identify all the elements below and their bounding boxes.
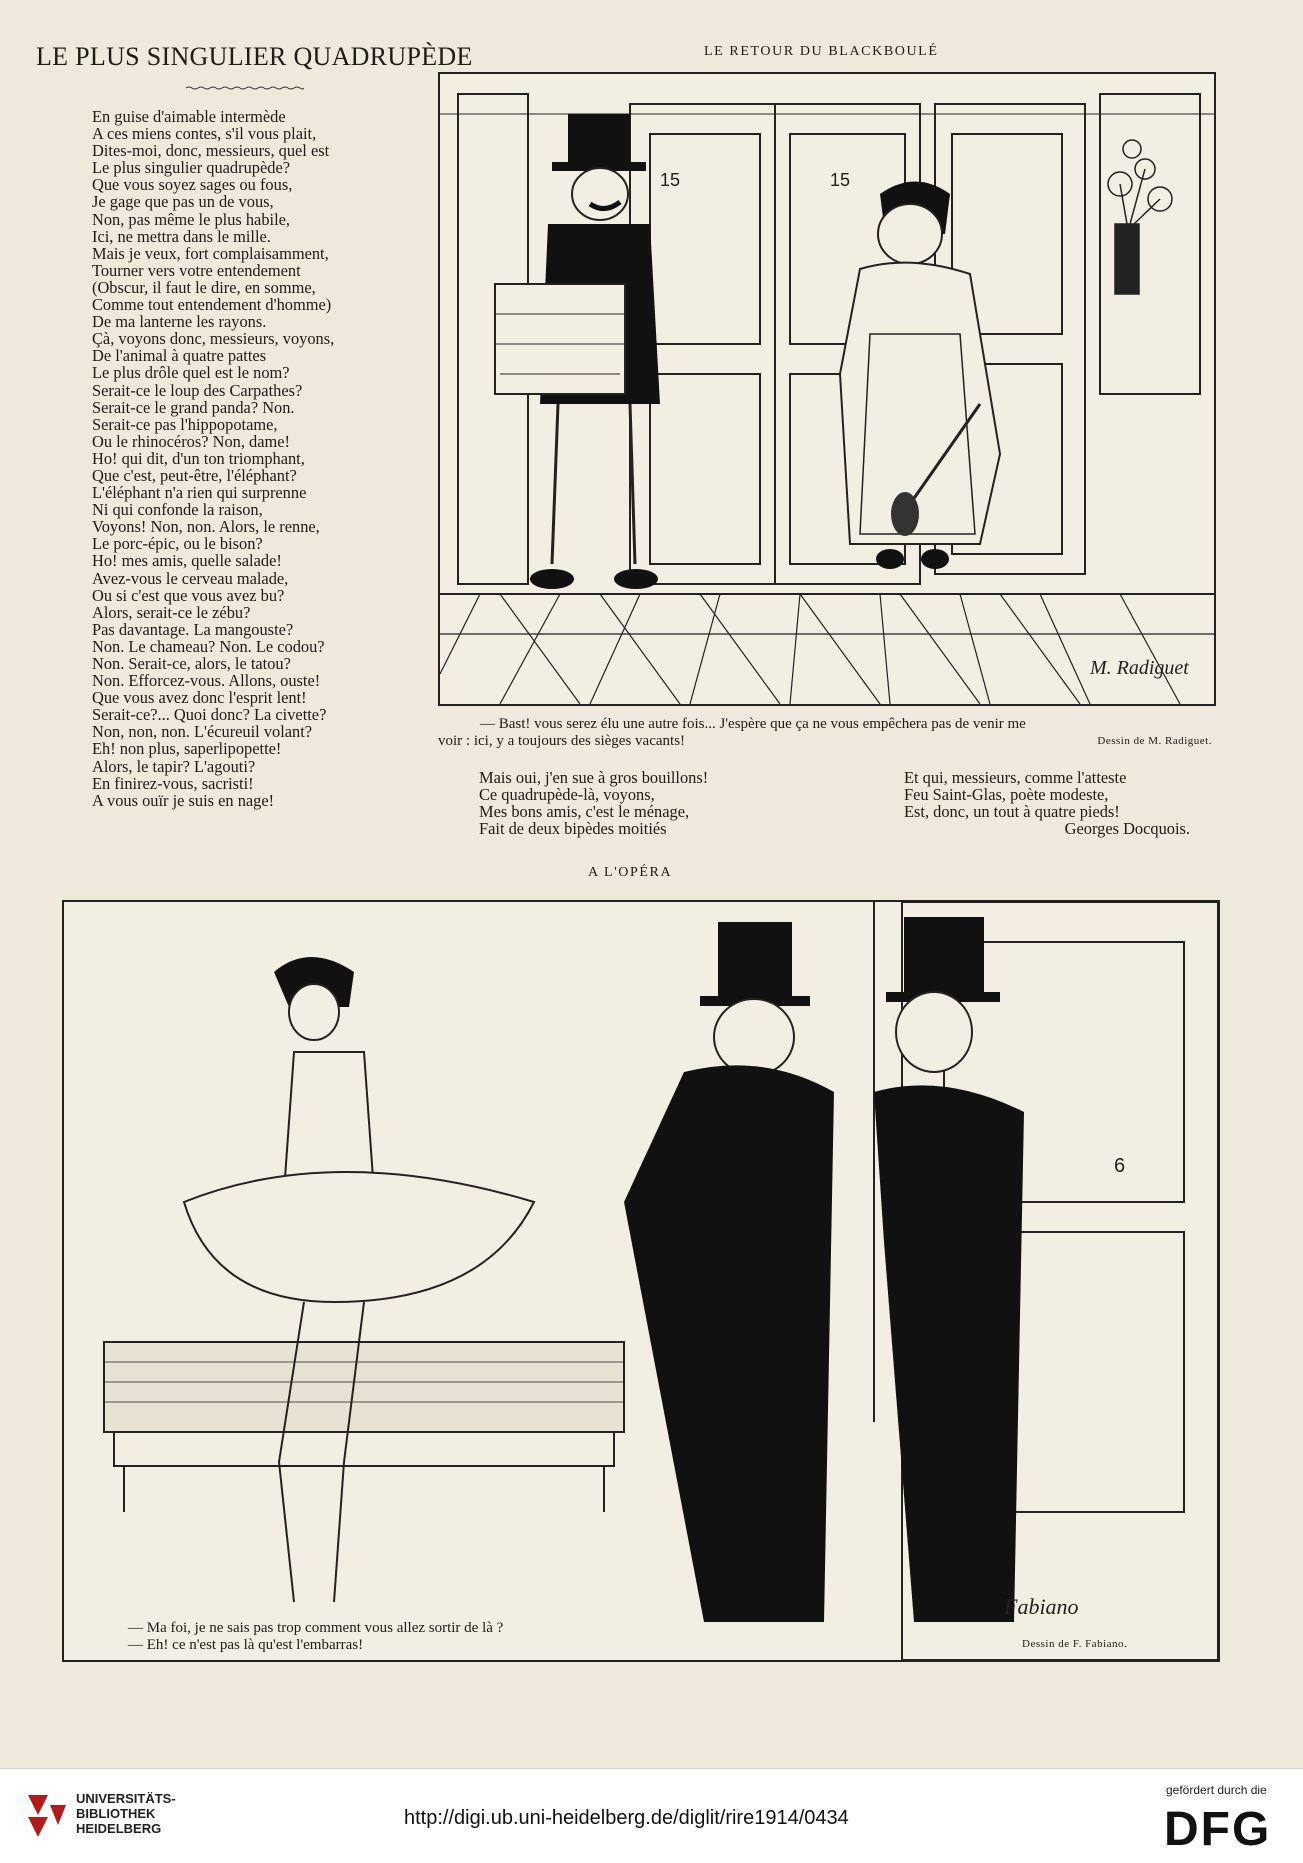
library-line3: HEIDELBERG — [76, 1821, 162, 1836]
credit-radiguet: Dessin de M. Radiguet. — [1097, 735, 1212, 747]
permalink-url[interactable]: http://digi.ub.uni-heidelberg.de/diglit/rire1914/0434 — [404, 1807, 849, 1829]
viewer-footer — [0, 1768, 1303, 1863]
poem-line: Serait-ce pas l'hippopotame, — [92, 414, 278, 434]
poem-line: Le plus drôle quel est le nom? — [92, 363, 290, 383]
poem-line: Serait-ce?... Quoi donc? La civette? — [92, 705, 327, 725]
dfg-logo-text: DFG — [1164, 1803, 1272, 1851]
poem-line: Comme tout entendement d'homme) — [92, 295, 332, 315]
stanza-mid-line: Mes bons amis, c'est le ménage, — [479, 802, 690, 822]
poem-line: Ici, ne mettra dans le mille. — [92, 226, 271, 246]
poem-line: Alors, serait-ce le zébu? — [92, 602, 251, 622]
ballerina-figure — [184, 957, 534, 1602]
cartoon-title: LE RETOUR DU BLACKBOULÉ — [704, 44, 939, 59]
poem-line: A vous ouïr je suis en nage! — [92, 790, 275, 810]
poem-column — [92, 108, 422, 809]
funding-label: gefördert durch die — [1166, 1783, 1267, 1797]
poem-title: LE PLUS SINGULIER QUADRUPÈDE — [36, 42, 473, 71]
poem-line: Eh! non plus, saperlipopette! — [92, 739, 282, 759]
credit-fabiano: Dessin de F. Fabiano. — [1022, 1638, 1128, 1650]
poem-line: Dites-moi, donc, messieurs, quel est — [92, 141, 330, 161]
poem-line: Le porc-épic, ou le bison? — [92, 534, 263, 554]
artist-signature-fabiano: Fabiano — [1004, 1594, 1079, 1619]
poem-line: Tourner vers votre entendement — [92, 260, 301, 280]
dfg-logo-icon — [1162, 1801, 1282, 1851]
poem-stanza-right — [904, 769, 1190, 837]
caption1-line2: voir : ici, y a toujours des sièges vacants! — [438, 733, 686, 749]
opera-title: A L'OPÉRA — [588, 865, 673, 880]
poem-line: Pas davantage. La mangouste? — [92, 619, 294, 639]
poem-line: Non, pas même le plus habile, — [92, 209, 291, 229]
poem-line: Que vous avez donc l'esprit lent! — [92, 688, 307, 708]
poem-line: Non. Serait-ce, alors, le tatou? — [92, 654, 291, 673]
concierge-figure — [840, 182, 1000, 570]
library-line1: UNIVERSITÄTS- — [76, 1791, 176, 1806]
title-ornament — [186, 86, 304, 90]
university-library-name — [76, 1791, 176, 1836]
poem-line: Ho! mes amis, quelle salade! — [92, 551, 282, 571]
poem-line: Je gage que pas un de vous, — [92, 192, 274, 212]
flower-vase — [1108, 140, 1172, 294]
poem-stanza-middle — [479, 769, 708, 837]
poem-line: Serait-ce le loup des Carpathes? — [92, 380, 303, 400]
library-line2: BIBLIOTHEK — [76, 1806, 156, 1821]
poem-line: Ni qui confonde la raison, — [92, 500, 263, 520]
stanza-right-lines — [904, 769, 1190, 820]
door-number-right: 15 — [830, 170, 851, 190]
politician-figure — [495, 114, 660, 589]
cartoon2-caption — [128, 1620, 503, 1654]
caption2-line1: — Ma foi, je ne sais pas trop comment vous allez sortir de là ? — [128, 1620, 504, 1636]
door-number-left: 15 — [660, 170, 681, 190]
stanza-mid-line: Fait de deux bipèdes moitiés — [479, 819, 667, 839]
cartoon-opera — [62, 900, 1220, 1662]
artist-signature-radiguet: M. Radiguet — [1090, 657, 1189, 679]
poem-line: Que vous soyez sages ou fous, — [92, 175, 293, 195]
poem-line: Ou le rhinocéros? Non, dame! — [92, 431, 290, 451]
poem-line: Serait-ce le grand panda? Non. — [92, 397, 295, 417]
poem-line: Non. Le chameau? Non. Le codou? — [92, 636, 325, 656]
poem-line: Mais je veux, fort complaisamment, — [92, 243, 329, 263]
stanza-right-line: Et qui, messieurs, comme l'atteste — [904, 768, 1127, 787]
poem-line: Non. Efforcez-vous. Allons, ouste! — [92, 671, 321, 691]
poem-line: De ma lanterne les rayons. — [92, 312, 267, 332]
poem-line: Le plus singulier quadrupède? — [92, 158, 290, 178]
poem-line: Voyons! Non, non. Alors, le renne, — [92, 517, 320, 537]
poem-line: Ho! qui dit, d'un ton triomphant, — [92, 448, 305, 468]
stanza-mid-line: Mais oui, j'en sue à gros bouillons! — [479, 768, 709, 787]
poem-line: Non, non, non. L'écureuil volant? — [92, 722, 313, 742]
university-library-logo-icon — [24, 1791, 70, 1839]
poem-line: De l'animal à quatre pattes — [92, 346, 267, 366]
poem-line: En finirez-vous, sacristi! — [92, 773, 254, 793]
stanza-right-line: Feu Saint-Glas, poète modeste, — [904, 785, 1109, 805]
door-number: 6 — [1114, 1155, 1126, 1177]
poem-line: L'éléphant n'a rien qui surprenne — [92, 483, 307, 503]
poem-line: Avez-vous le cerveau malade, — [92, 568, 289, 588]
poem-line: Alors, le tapir? L'agouti? — [92, 756, 256, 776]
poem-author-signature: Georges Docquois. — [1064, 819, 1190, 839]
caption2-line2: — Eh! ce n'est pas là qu'est l'embarras! — [128, 1637, 364, 1653]
poem-line: Que c'est, peut-être, l'éléphant? — [92, 465, 297, 485]
poem-line: Çà, voyons donc, messieurs, voyons, — [92, 329, 335, 349]
cartoon-drawing — [440, 74, 1214, 704]
stanza-right-line: Est, donc, un tout à quatre pieds! — [904, 802, 1120, 822]
poem-line: Ou si c'est que vous avez bu? — [92, 585, 285, 605]
poem-line: (Obscur, il faut le dire, en somme, — [92, 277, 316, 297]
caption1-line2-row — [438, 733, 1216, 750]
poem-line: En guise d'aimable intermède — [92, 107, 286, 126]
opera-drawing — [64, 902, 1218, 1660]
caption1-line1: — Bast! vous serez élu une autre fois... J'espère que ça ne vous empêchera pas de venir me — [480, 716, 1026, 732]
gentlemen-figures — [624, 917, 1024, 1622]
cartoon1-caption — [438, 716, 1216, 750]
stanza-mid-line: Ce quadrupède-là, voyons, — [479, 785, 655, 805]
cartoon-blackboule — [438, 72, 1216, 706]
poem-line: A ces miens contes, s'il vous plait, — [92, 124, 317, 144]
